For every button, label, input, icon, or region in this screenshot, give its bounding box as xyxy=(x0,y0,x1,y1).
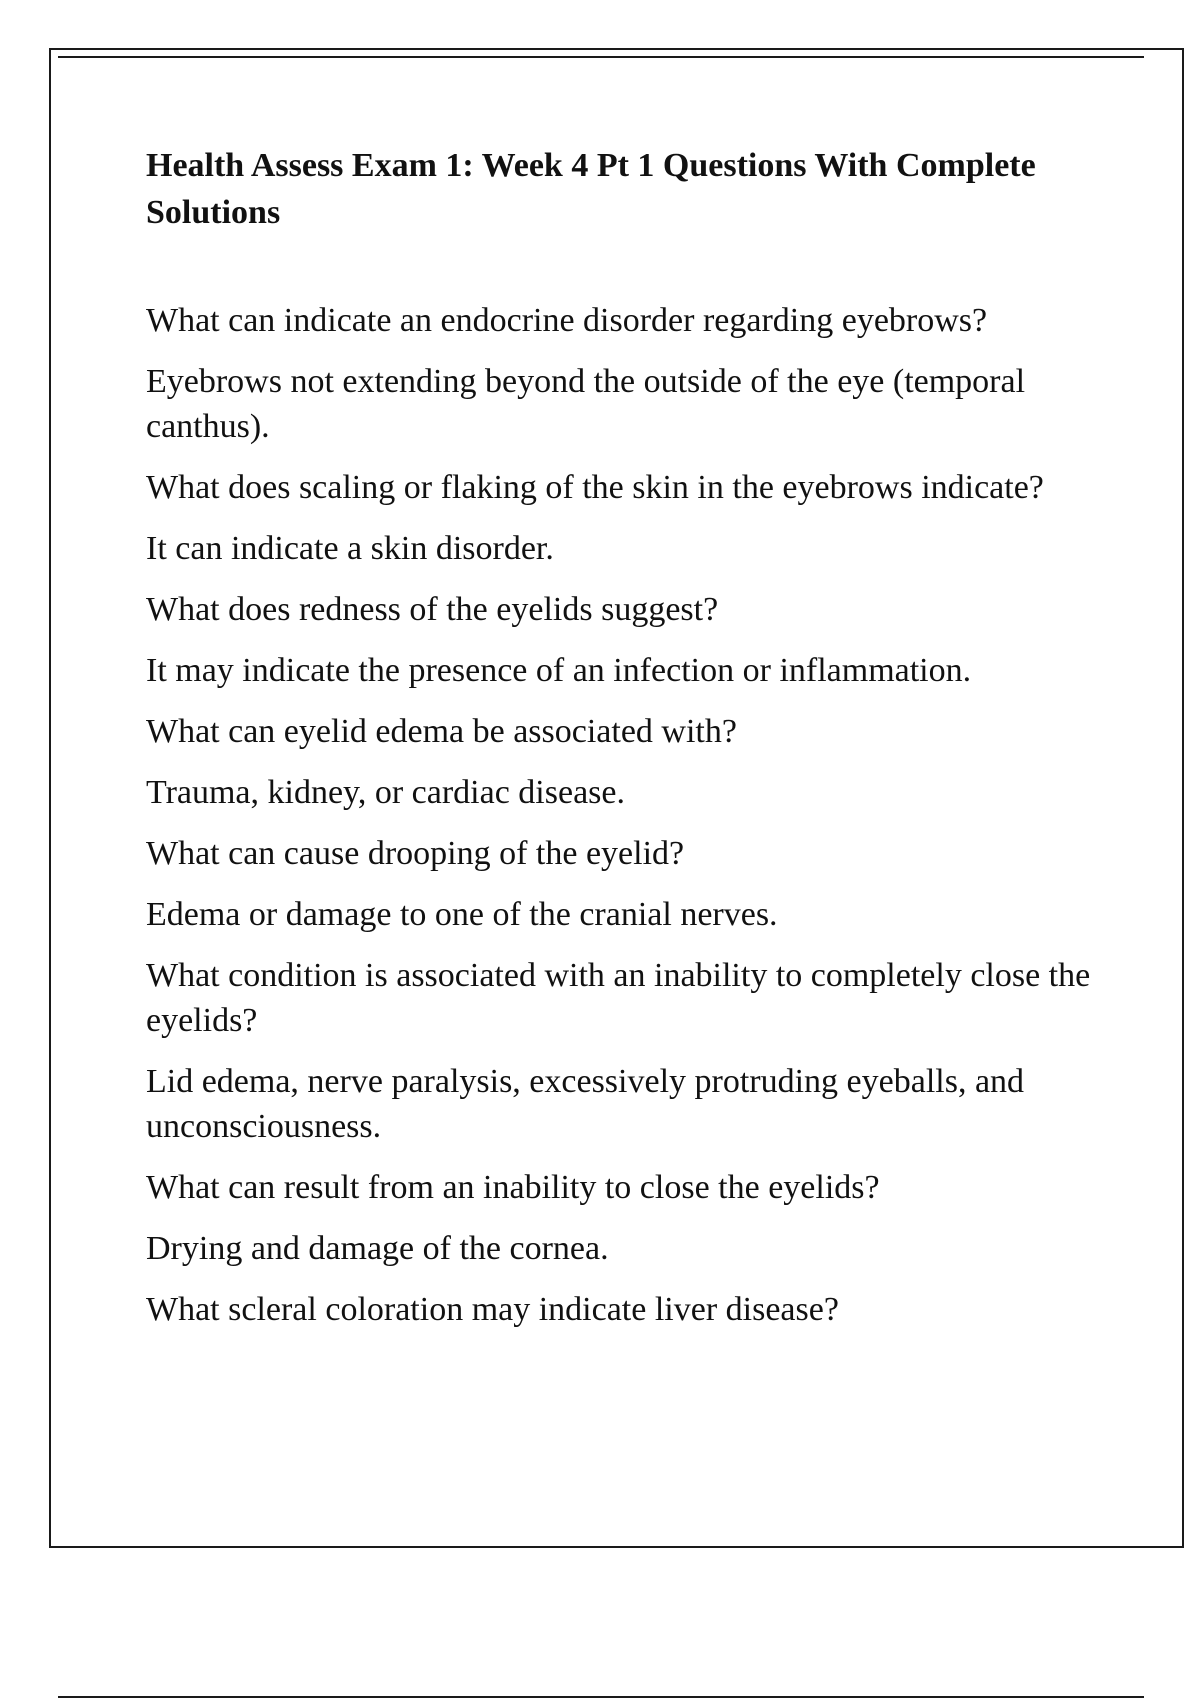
bottom-rule xyxy=(58,1696,1144,1698)
question-line: What can cause drooping of the eyelid? xyxy=(146,835,685,872)
question-line: What can indicate an endocrine disorder regarding eyebrows? xyxy=(146,302,988,339)
top-rule xyxy=(58,56,1144,58)
question-line: What does scaling or flaking of the skin in the eyebrows indicate? xyxy=(146,469,1044,506)
answer-line: Drying and damage of the cornea. xyxy=(146,1230,609,1267)
question-line: What can result from an inability to close the eyelids? xyxy=(146,1169,880,1206)
answer-line: It can indicate a skin disorder. xyxy=(146,530,554,567)
answer-line: It may indicate the presence of an infection or inflammation. xyxy=(146,652,972,689)
answer-line: Lid edema, nerve paralysis, excessively protruding eyeballs, and unconsciousness. xyxy=(146,1063,1025,1145)
question-line: What scleral coloration may indicate liver disease? xyxy=(146,1291,839,1328)
answer-line: Edema or damage to one of the cranial nerves. xyxy=(146,896,778,933)
question-line: What can eyelid edema be associated with? xyxy=(146,713,737,750)
answer-line: Eyebrows not extending beyond the outside of the eye (temporal canthus). xyxy=(146,363,1026,445)
question-line: What condition is associated with an inability to completely close the eyelids? xyxy=(146,957,1091,1039)
qa-list xyxy=(146,298,1106,1332)
document-title: Health Assess Exam 1: Week 4 Pt 1 Questions With Complete Solutions xyxy=(146,147,1036,231)
question-line: What does redness of the eyelids suggest? xyxy=(146,591,719,628)
document-body xyxy=(146,142,1106,1348)
answer-line: Trauma, kidney, or cardiac disease. xyxy=(146,774,625,811)
